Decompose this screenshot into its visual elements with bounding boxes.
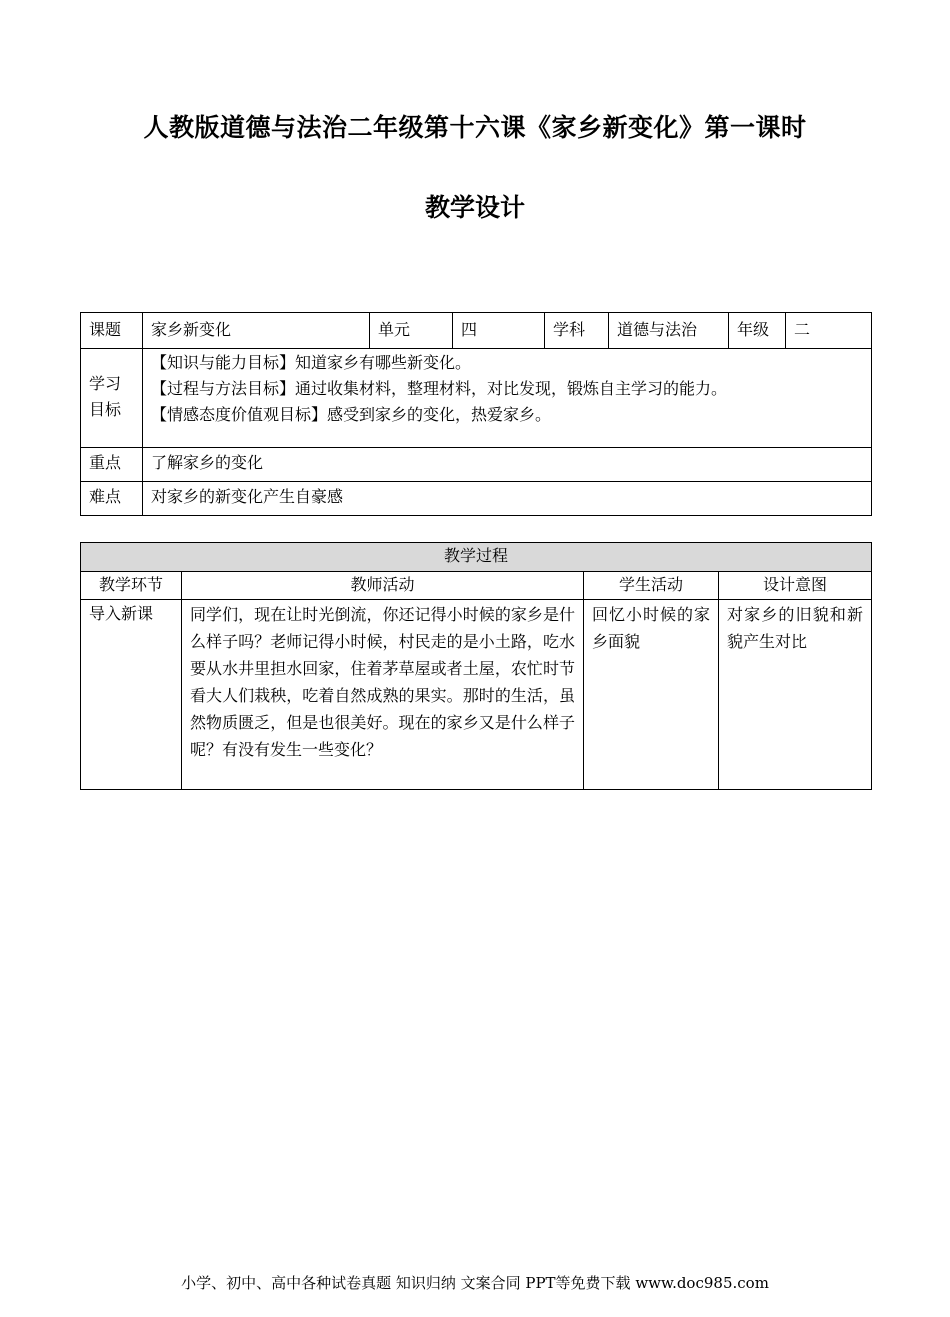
topic-label: 课题 [81,313,143,349]
document-title-line1: 人教版道德与法治二年级第十六课《家乡新变化》第一课时 [143,113,807,142]
goals-label-line1: 学习 [89,374,122,393]
goal-knowledge: 【知识与能力目标】知道家乡有哪些新变化。 [151,353,472,372]
teaching-process-table [80,542,872,790]
stage-cell: 导入新课 [81,600,182,790]
topic-value: 家乡新变化 [143,313,370,349]
column-header-teacher: 教师活动 [182,572,584,600]
unit-value: 四 [453,313,545,349]
grade-value: 二 [786,313,872,349]
teacher-activity-cell: 同学们，现在让时光倒流，你还记得小时候的家乡是什么样子吗？老师记得小时候，村民走的是小土路，吃水要从水井里担水回家，住着茅草屋或者土屋，农忙时节看大人们栽秧，吃着自然成熟的果实。那时的生活，虽然物质匮乏，但是也很美好。现在的家乡又是什么样子呢？有没有发生一些变化？ [182,600,584,790]
document-title-line2: 教学设计 [424,193,525,222]
unit-label: 单元 [370,313,453,349]
goals-label [81,349,143,448]
goal-emotion: 【情感态度价值观目标】感受到家乡的变化，热爱家乡。 [151,405,552,424]
design-intent-cell: 对家乡的旧貌和新貌产生对比 [719,600,872,790]
goals-label-line2: 目标 [89,400,122,419]
grade-label: 年级 [729,313,786,349]
key-label: 重点 [81,448,143,482]
column-header-student: 学生活动 [584,572,719,600]
student-activity-cell: 回忆小时候的家乡面貌 [584,600,719,790]
difficulty-value: 对家乡的新变化产生自豪感 [143,482,872,516]
subject-label: 学科 [545,313,609,349]
column-header-intent: 设计意图 [719,572,872,600]
key-value: 了解家乡的变化 [143,448,872,482]
goal-process: 【过程与方法目标】通过收集材料，整理材料，对比发现，锻炼自主学习的能力。 [151,379,728,398]
footer-text: 小学、初中、高中各种试卷真题 知识归纳 文案合同 PPT等免费下载 www.doc985.com [181,1274,769,1292]
goals-content [143,349,872,448]
table-row [81,600,872,790]
difficulty-label: 难点 [81,482,143,516]
process-header: 教学过程 [81,543,872,572]
subject-value: 道德与法治 [609,313,729,349]
lesson-info-table [80,312,872,516]
column-header-stage: 教学环节 [81,572,182,600]
